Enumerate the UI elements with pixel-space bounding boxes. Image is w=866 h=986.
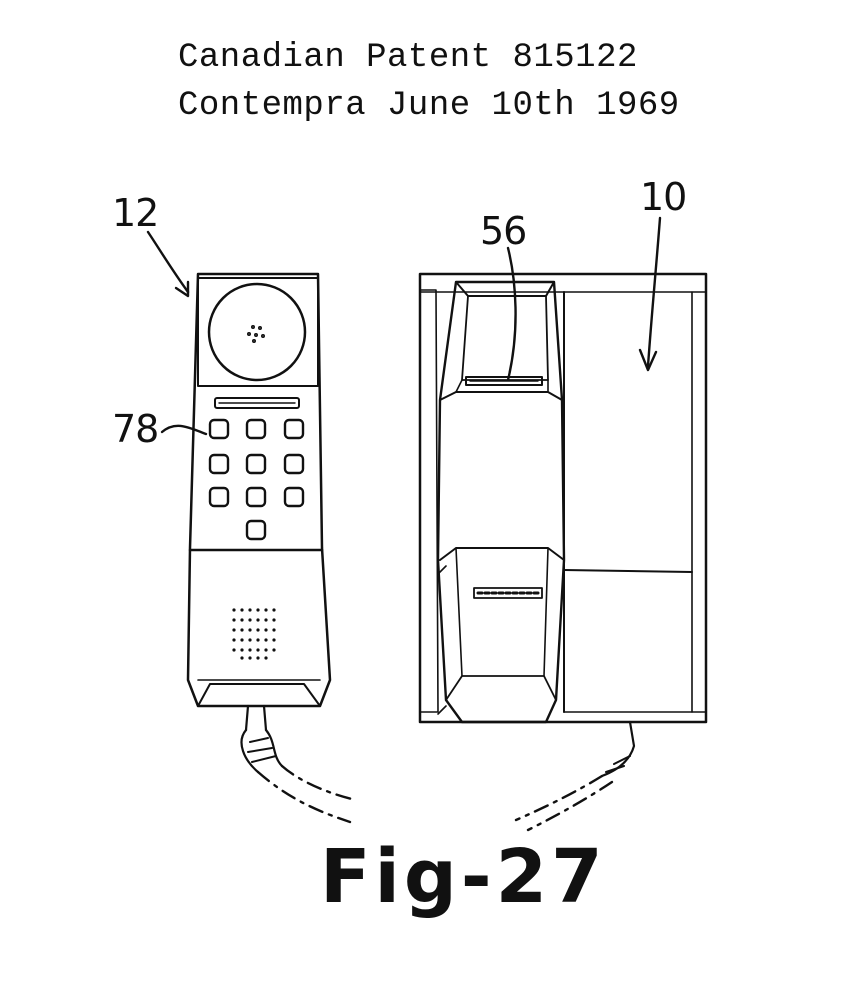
slot-leader	[508, 248, 516, 380]
figure-caption: Fig-27	[320, 834, 607, 920]
mouthpiece-grille	[232, 608, 275, 659]
handset-cord	[242, 730, 356, 822]
handset	[188, 274, 330, 730]
handset-leader	[148, 232, 188, 292]
keypad	[210, 420, 303, 539]
leader-lines	[148, 218, 660, 434]
label-10: 10	[640, 175, 687, 219]
label-56: 56	[480, 209, 527, 253]
label-78: 78	[112, 407, 159, 451]
patent-title-line: Canadian Patent 815122	[178, 39, 638, 77]
base-cord	[516, 722, 634, 830]
base-unit	[420, 274, 706, 722]
patent-date-line: Contempra June 10th 1969	[178, 87, 680, 125]
earpiece-holes	[248, 326, 264, 342]
label-12: 12	[112, 191, 159, 235]
keypad-leader	[162, 426, 206, 434]
earpiece-circle	[209, 284, 305, 380]
